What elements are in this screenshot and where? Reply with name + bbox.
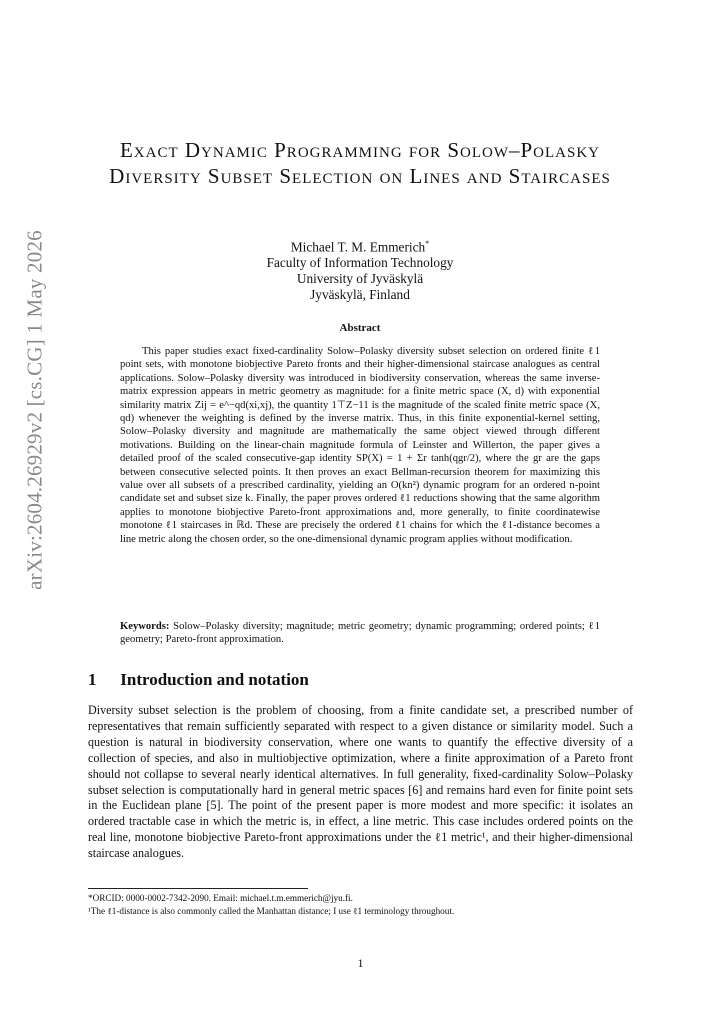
keywords-label: Keywords: (120, 621, 170, 632)
author-name: Michael T. M. Emmerich* (290, 239, 430, 255)
keywords (120, 620, 600, 647)
arxiv-sidebar (18, 130, 52, 690)
title-line-2: Diversity Subset Selection on Lines and Staircases (109, 164, 611, 188)
keywords-list: Solow–Polasky diversity; magnitude; metric geometry; dynamic programming; ordered points; ℓ1 geometry; Pareto-front approximation. (120, 621, 600, 646)
abstract-text: This paper studies exact fixed-cardinality Solow–Polasky diversity subset selection on ordered finite ℓ1 point sets, with monotone biobjective Pareto fronts and their higher-dimensional staircase analogues as central applications. Solow–Polasky diversity was introduced in biodiversity conservation, whereas the same inverse-matrix expression appears in metric geometry as magnitude: for a finite metric space (X, d) with exponential similarity matrix Zij = e^−qd(xi,xj), the quantity 1⊤Z−11 is the magnitude of the scaled finite metric space (X, qd) whenever the weighting is defined by the inverse matrix. Thus, in this finite exponential-kernel setting, Solow–Polasky diversity and magnitude are mathematically the same object viewed through different motivations. Building on the linear-chain magnitude formula of Leinster and Willerton, the paper gives a detailed proof of the scaled consecutive-gap identity SP(X) = 1 + Σr tanh(qgr/2), where the gr are the gaps between consecutive selected points. It then proves an exact Bellman-recursion theorem for maximizing this value over all subsets of a prescribed cardinality, yielding an O(kn²) dynamic program for an ordered n-point candidate set and subset size k. Finally, the paper proves ordered ℓ1 reductions showing that the same algorithm applies to monotone biobjective Pareto-front approximations and, more generally, to finite coordinatewise monotone ℓ1 staircases in ℝd. These are precisely the ordered ℓ1 chains for which the ℓ1-distance becomes a line metric along the chosen order, so the one-dimensional dynamic program applies without modification. (120, 346, 600, 545)
footnote-orcid: *ORCID: 0000-0002-7342-2090. Email: michael.t.m.emmerich@jyu.fi. (88, 893, 353, 903)
author-location: Jyväskylä, Finland (310, 286, 410, 302)
author-faculty: Faculty of Information Technology (266, 255, 454, 271)
footnote-rule (88, 888, 308, 889)
section-heading (88, 670, 309, 690)
author-block (160, 236, 560, 303)
footnote-1: ¹The ℓ1-distance is also commonly called the Manhattan distance; I use ℓ1 terminology throughout. (88, 906, 455, 916)
section-title: Introduction and notation (120, 670, 309, 689)
author-university: University of Jyväskylä (296, 271, 424, 287)
paper-title (60, 137, 660, 189)
title-line-1: Exact Dynamic Programming for Solow–Polasky (119, 138, 601, 162)
arxiv-identifier: arXiv:2604.26929v2 [cs.CG] 1 May 2026 (22, 230, 47, 590)
abstract-heading: Abstract (339, 322, 381, 334)
intro-paragraph: Diversity subset selection is the problem of choosing, from a finite candidate set, a prescribed number of representatives that remain sufficiently separated with respect to a given distance or similarity model. Such a question is natural in biodiversity conservation, where one wants to quantify the effective diversity of a collection of species, and also in multiobjective optimization, where a finite approximation of a Pareto front should not collapse to several nearly identical alternatives. In full generality, fixed-cardinality Solow–Polasky subset selection is computationally hard in general metric spaces [6] and remains hard even for finite point sets in the Euclidean plane [5]. The point of the present paper is more modest and more specific: it isolates an ordered tractable case in which the metric is, in effect, a line metric. This case includes ordered points on the real line, monotone biobjective Pareto-front approximations under the ℓ1 metric¹, and their higher-dimensional staircase analogues. (88, 703, 633, 861)
page-number: 1 (357, 956, 364, 970)
section-number: 1 (88, 670, 97, 689)
